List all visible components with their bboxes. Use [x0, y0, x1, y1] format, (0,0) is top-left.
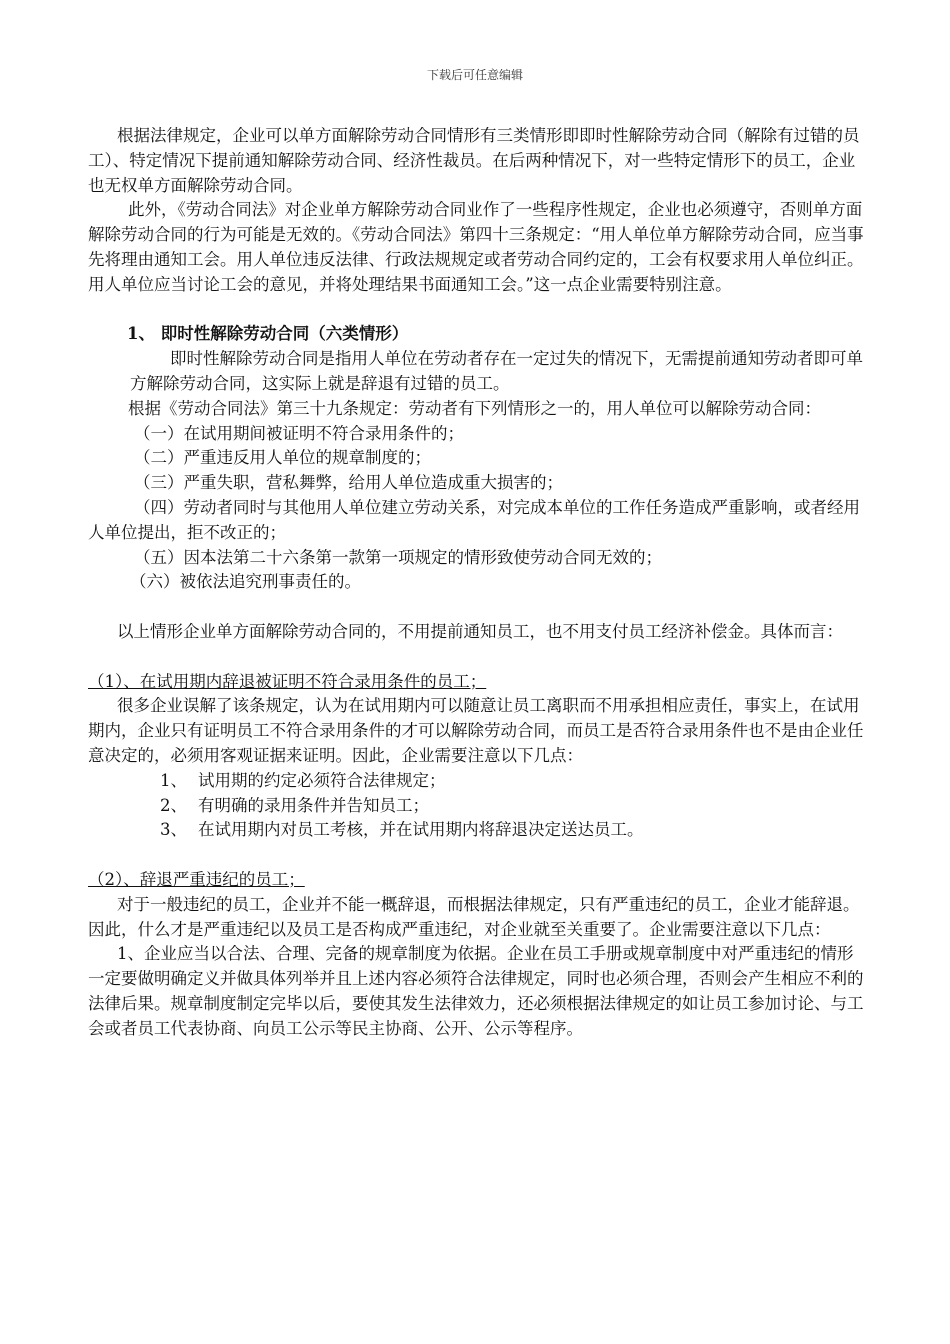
- paragraph-probation-misunderstanding: 很多企业误解了该条规定，认为在试用期内可以随意让员工离职而不用承担相应责任，事实上，在试用期内，企业只有证明员工不符合录用条件的才可以解除劳动合同，而员工是否符合录用条件也不是由企业任意决定的，必须用客观证据来证明。因此，企业需要注意以下几点：: [88, 696, 864, 765]
- document-body: [88, 124, 864, 1041]
- item-number: 3、: [160, 820, 187, 840]
- item-number: 2、: [160, 795, 187, 815]
- paragraph-immediate-definition: 即时性解除劳动合同是指用人单位在劳动者存在一定过失的情况下，无需提前通知劳动者即可单方解除劳动合同，这实际上就是辞退有过错的员工。: [130, 349, 863, 393]
- paragraph-rules-basis: 1、企业应当以合法、合理、完备的规章制度为依据。企业在员工手册或规章制度中对严重违纪的情形一定要做明确定义并做具体列举并且上述内容必须符合法律规定，同时也必须合理，否则会产生相应不利的法律后果。规章制度制定完毕以后，要使其发生法律效力，还必须根据法律规定的如让员工参加讨论、与工会或者员工代表协商、向员工公示等民主协商、公开、公示等程序。: [88, 944, 864, 1038]
- item-text: 有明确的录用条件并告知员工；: [198, 795, 429, 815]
- item-text: 试用期的约定必须符合法律规定；: [198, 770, 446, 790]
- list-item: （四）劳动者同时与其他用人单位建立劳动关系，对完成本单位的工作任务造成严重影响，或者经用人单位提出，拒不改正的；: [88, 497, 860, 542]
- paragraph-no-compensation: 以上情形企业单方面解除劳动合同的，不用提前通知员工，也不用支付员工经济补偿金。具体而言：: [117, 621, 843, 641]
- paragraph-procedure-rules: 此外，《劳动合同法》对企业单方解除劳动合同业作了一些程序性规定，企业也必须遵守，否则单方面解除劳动合同的行为可能是无效的。《劳动合同法》第四十三条规定：“用人单位单方解除劳动合同，应当事先将理由通知工会。用人单位违反法律、行政法规规定或者劳动合同约定的，工会有权要求用人单位纠正。用人单位应当讨论工会的意见，并将处理结果书面通知工会。”这一点企业需要特别注意。: [88, 200, 864, 294]
- spacer: [88, 843, 864, 868]
- paragraph-termination-types: 根据法律规定，企业可以单方面解除劳动合同情形有三类情形即即时性解除劳动合同（解除有过错的员工）、特定情况下提前通知解除劳动合同、经济性裁员。在后两种情况下，对一些特定情形下的员工，企业也无权单方面解除劳动合同。: [88, 126, 860, 195]
- spacer: [88, 595, 864, 620]
- numbered-item: [88, 769, 864, 794]
- paragraph-serious-violation: 对于一般违纪的员工，企业并不能一概辞退，而根据法律规定，只有严重违纪的员工，企业才能辞退。因此，什么才是严重违纪以及员工是否构成严重违纪，对企业就至关重要了。企业需要注意以下几点：: [88, 894, 860, 939]
- section-heading: 1、 即时性解除劳动合同（六类情形）: [127, 324, 409, 344]
- numbered-item: [88, 818, 864, 843]
- list-item: （六）被依法追究刑事责任的。: [130, 572, 361, 592]
- subsection-serious-violation: （2）、辞退严重违纪的员工；: [88, 869, 305, 889]
- numbered-item: [88, 794, 864, 819]
- spacer: [88, 298, 864, 323]
- list-item: （三）严重失职，营私舞弊，给用人单位造成重大损害的；: [134, 473, 563, 493]
- subsection-probation: （1）、在试用期内辞退被证明不符合录用条件的员工；: [88, 671, 487, 691]
- item-number: 1、: [160, 770, 187, 790]
- spacer: [88, 645, 864, 670]
- list-item: （五）因本法第二十六条第一款第一项规定的情形致使劳动合同无效的；: [134, 547, 662, 567]
- list-item: （二）严重违反用人单位的规章制度的；: [134, 448, 431, 468]
- paragraph-article-39: 根据《劳动合同法》第三十九条规定：劳动者有下列情形之一的，用人单位可以解除劳动合同：: [128, 398, 821, 418]
- item-text: 在试用期内对员工考核，并在试用期内将辞退决定送达员工。: [198, 820, 644, 840]
- list-item: （一）在试用期间被证明不符合录用条件的；: [134, 423, 464, 443]
- page-header: 下载后可任意编辑: [426, 68, 523, 82]
